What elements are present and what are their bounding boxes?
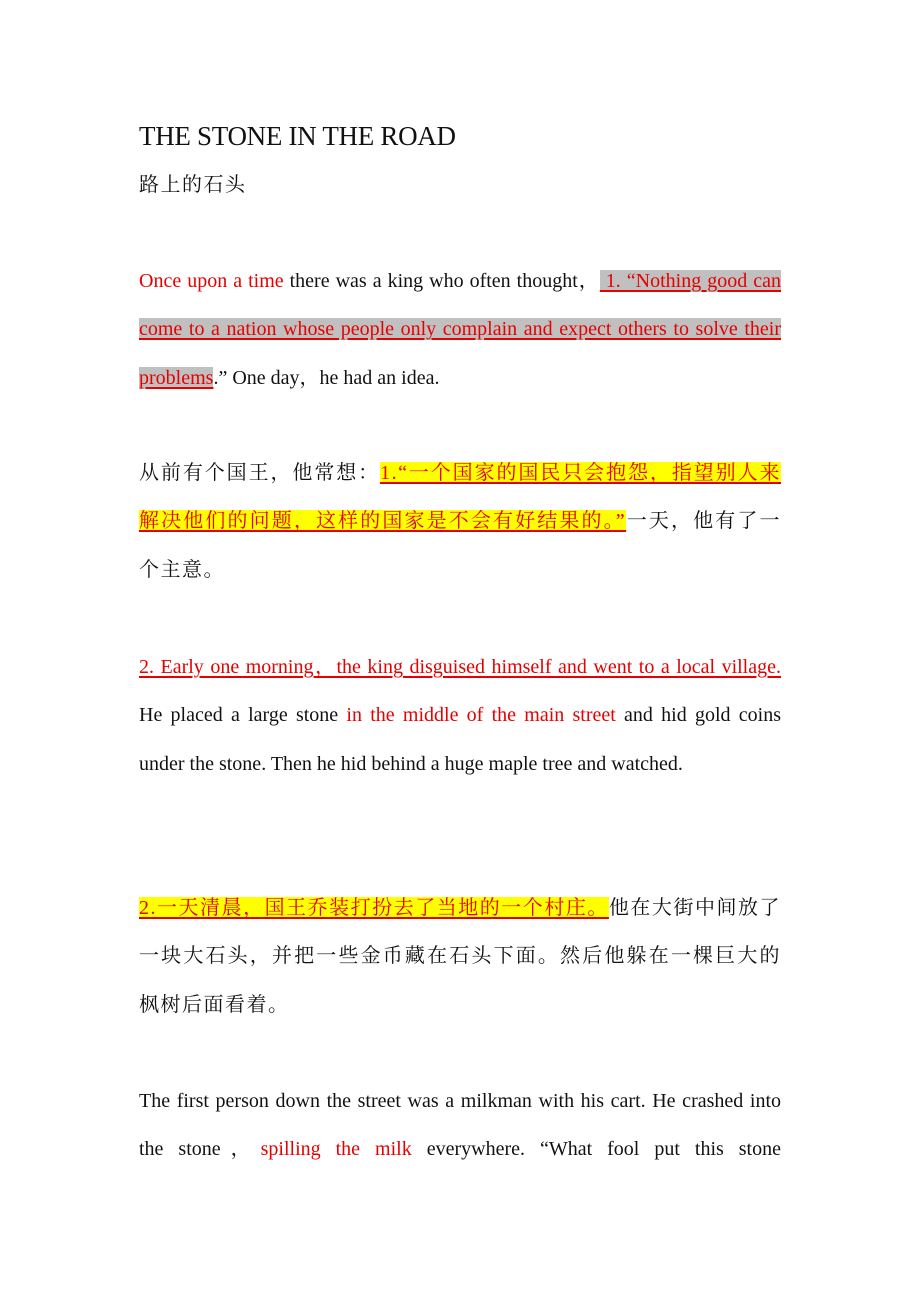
paragraph-text: 从前有个国王，他常想：	[139, 462, 381, 484]
quote-nothing-good: 1. “Nothing good can come to a nation whose people only complain and expect others to solve their problems	[139, 270, 781, 389]
phrase-once-upon-a-time: Once upon a time	[139, 270, 284, 292]
paragraph-text: there was a king who often thought，	[283, 270, 600, 292]
paragraph-english-1	[139, 257, 781, 402]
paragraph-chinese-2	[139, 884, 781, 1029]
paragraph-text: 一天，他有了一个主意。	[139, 510, 781, 581]
document-title: THE STONE IN THE ROAD	[139, 121, 456, 151]
paragraph-english-2	[139, 643, 781, 788]
paragraph-text: and hid gold coins under the stone. Then he hid behind a huge maple tree and watched.	[139, 704, 781, 775]
paragraph-text: He placed a large stone	[139, 704, 347, 727]
paragraph-chinese-1	[139, 449, 781, 594]
document-subtitle-chinese: 路上的石头	[139, 174, 247, 196]
sentence-early-one-morning: 2. Early one morning，the king disguised himself and went to a local village.	[139, 656, 781, 678]
phrase-spilling-the-milk: spilling the milk	[260, 1138, 412, 1161]
paragraph-text: everywhere. “What fool put this stone	[411, 1138, 781, 1161]
sentence-chinese-highlight: 2.一天清晨，国王乔装打扮去了当地的一个村庄。	[139, 897, 609, 919]
paragraph-text: 他在大街中间放了一块大石头，并把一些金币藏在石头下面。然后他躲在一棵巨大的枫树后面看着。	[139, 897, 782, 1016]
quote-chinese-highlight: 1.“一个国家的国民只会抱怨，指望别人来解决他们的问题，这样的国家是不会有好结果的。”	[139, 462, 781, 533]
paragraph-english-3	[139, 1077, 781, 1174]
paragraph-text: .” One day，he had an idea.	[213, 366, 440, 389]
phrase-middle-of-main-street: in the middle of the main street	[346, 704, 616, 727]
paragraph-text: The first person down the street was a milkman with his cart. He crashed into the stone，	[139, 1090, 781, 1161]
